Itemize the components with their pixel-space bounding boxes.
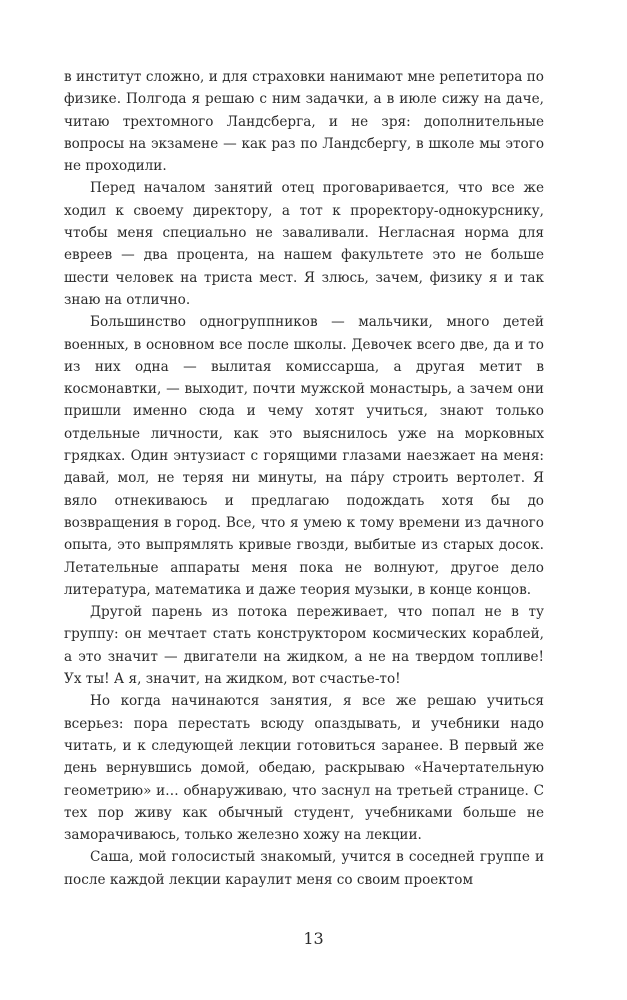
paragraph-4: Другой парень из потока переживает, что попал не в ту группу: он мечтает стать конструктором космических кораблей, а это значит — двигатели на жидком, а не на твердом топливе! Ух ты! А я, значит, на жидком, вот счастье-то! (64, 604, 544, 688)
paragraph-2: Перед началом занятий отец проговаривается, что все же ходил к своему директору, а тот к проректору-однокурснику, чтобы меня специально не заваливали. Негласная норма для евреев — два процента, на нашем факультете это не больше шести человек на триста мест. Я злюсь, зачем, физику я и так знаю на отлично. (64, 180, 544, 308)
page-number: 13 (303, 929, 324, 948)
paragraph-1: в институт сложно, и для страховки нанимают мне репетитора по физике. Полгода я решаю с ним задачки, а в июле сижу на даче, читаю трехтомного Ландсберга, и не зря: дополнительные вопросы на экзамене — как раз по Ландсбергу, в школе мы этого не проходили. (64, 69, 544, 175)
paragraph-5: Но когда начинаются занятия, я все же решаю учиться всерьез: пора перестать всюду опаздывать, и учебники надо читать, и к следующей лекции готовиться заранее. В первый же день вернувшись домой, обедаю, раскрываю «Начертательную геометрию» и… обнаруживаю, что заснул на третьей странице. С тех пор живу как обычный студент, учебниками больше не заморачиваюсь, только железно хожу на лекции. (64, 693, 544, 844)
paragraph-6: Саша, мой голосистый знакомый, учится в соседней группе и после каждой лекции караулит меня со своим проектом (64, 849, 544, 888)
body-text (64, 66, 544, 891)
paragraph-3: Большинство одногруппников — мальчики, много детей военных, в основном все после школы. Девочек всего две, да и то из них одна — вылитая комиссарша, а другая метит в космонавтки, — выходит, почти мужской монастырь, а зачем они пришли именно сюда и чему хотят учиться, знают только отдельные личности, как это выяснилось уже на морковных грядках. Один энтузиаст с горящими глазами наезжает на меня: давай, мол, не теряя ни минуты, на па́ру строить вертолет. Я вяло отнекиваюсь и предлагаю подождать хотя бы до возвращения в город. Все, что я умею к тому времени из дачного опыта, это выпрямлять кривые гвозди, выбитые из старых досок. Летательные аппараты меня пока не волнуют, другое дело литература, математика и даже теория музыки, в конце концов. (64, 314, 544, 598)
